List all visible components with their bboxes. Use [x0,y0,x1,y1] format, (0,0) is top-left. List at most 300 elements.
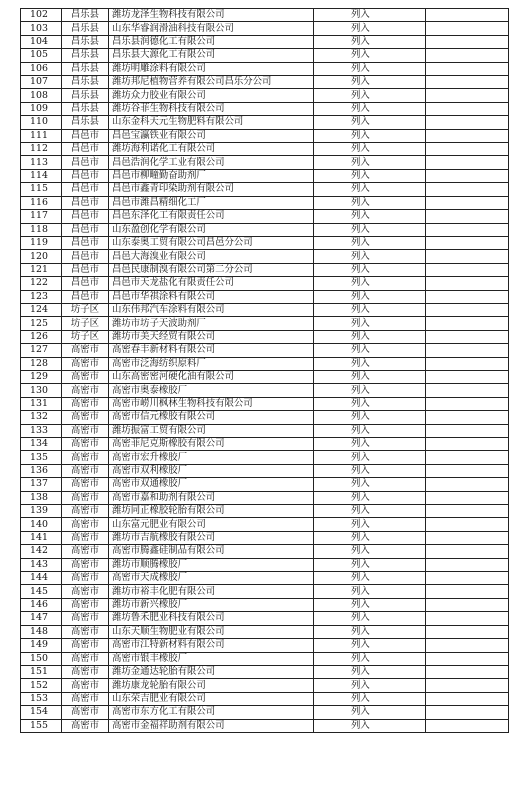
status-cell: 列入 [314,263,426,276]
note-cell [426,102,509,115]
row-number-cell: 107 [21,76,62,89]
county-cell: 高密市 [62,491,109,504]
company-name-cell: 潍坊鲁禾肥业科技有限公司 [109,612,314,625]
status-cell: 列入 [314,210,426,223]
county-cell: 高密市 [62,612,109,625]
status-cell: 列入 [314,317,426,330]
table-row [21,438,509,451]
county-cell: 昌乐县 [62,62,109,75]
company-name-cell: 高密菲尼克斯橡胶有限公司 [109,438,314,451]
table-row [21,652,509,665]
note-cell [426,719,509,732]
row-number-cell: 115 [21,183,62,196]
company-name-cell: 高密市天成橡胶厂 [109,572,314,585]
table-row [21,89,509,102]
status-cell: 列入 [314,505,426,518]
company-name-cell: 潍坊众力胶业有限公司 [109,89,314,102]
note-cell [426,76,509,89]
company-name-cell: 潍坊同正橡胶轮胎有限公司 [109,505,314,518]
row-number-cell: 144 [21,572,62,585]
status-cell: 列入 [314,665,426,678]
table-row [21,692,509,705]
status-cell: 列入 [314,183,426,196]
note-cell [426,317,509,330]
row-number-cell: 114 [21,169,62,182]
county-cell: 坊子区 [62,317,109,330]
county-cell: 高密市 [62,478,109,491]
row-number-cell: 122 [21,277,62,290]
row-number-cell: 104 [21,35,62,48]
note-cell [426,424,509,437]
company-name-cell: 昌邑宝瀛铁业有限公司 [109,129,314,142]
company-name-cell: 高密市双通橡胶厂 [109,478,314,491]
county-cell: 高密市 [62,639,109,652]
county-cell: 高密市 [62,344,109,357]
company-name-cell: 潍坊市坊子天波助剂厂 [109,317,314,330]
note-cell [426,438,509,451]
table-row [21,706,509,719]
note-cell [426,491,509,504]
row-number-cell: 109 [21,102,62,115]
county-cell: 坊子区 [62,330,109,343]
county-cell: 昌邑市 [62,129,109,142]
note-cell [426,290,509,303]
note-cell [426,89,509,102]
status-cell: 列入 [314,102,426,115]
row-number-cell: 152 [21,679,62,692]
company-name-cell: 高密市奥泰橡胶厂 [109,384,314,397]
county-cell: 昌乐县 [62,49,109,62]
table-row [21,263,509,276]
status-cell: 列入 [314,706,426,719]
county-cell: 昌乐县 [62,116,109,129]
status-cell: 列入 [314,116,426,129]
status-cell: 列入 [314,692,426,705]
county-cell: 昌乐县 [62,9,109,22]
status-cell: 列入 [314,679,426,692]
note-cell [426,370,509,383]
county-cell: 高密市 [62,451,109,464]
note-cell [426,9,509,22]
county-cell: 高密市 [62,424,109,437]
county-cell: 昌邑市 [62,196,109,209]
table-row [21,116,509,129]
table-row [21,210,509,223]
note-cell [426,598,509,611]
note-cell [426,585,509,598]
status-cell: 列入 [314,250,426,263]
note-cell [426,478,509,491]
note-cell [426,545,509,558]
status-cell: 列入 [314,397,426,410]
note-cell [426,344,509,357]
company-name-cell: 高密市双利橡胶厂 [109,464,314,477]
status-cell: 列入 [314,236,426,249]
note-cell [426,143,509,156]
enterprise-list-table [20,8,509,733]
table-row [21,397,509,410]
row-number-cell: 130 [21,384,62,397]
note-cell [426,612,509,625]
company-name-cell: 昌邑市鑫青印染助剂有限公司 [109,183,314,196]
note-cell [426,49,509,62]
note-cell [426,505,509,518]
table-row [21,236,509,249]
row-number-cell: 113 [21,156,62,169]
company-name-cell: 潍坊康龙轮胎有限公司 [109,679,314,692]
status-cell: 列入 [314,303,426,316]
county-cell: 高密市 [62,679,109,692]
note-cell [426,263,509,276]
table-row [21,143,509,156]
company-name-cell: 山东盈创化学有限公司 [109,223,314,236]
company-name-cell: 潍坊市美天经贸有限公司 [109,330,314,343]
county-cell: 昌邑市 [62,290,109,303]
company-name-cell: 昌邑东泽化工有限责任公司 [109,210,314,223]
note-cell [426,558,509,571]
row-number-cell: 140 [21,518,62,531]
status-cell: 列入 [314,598,426,611]
company-name-cell: 潍坊市顺腾橡胶厂 [109,558,314,571]
company-name-cell: 高密市腾鑫硅制品有限公司 [109,545,314,558]
company-name-cell: 昌邑大海溴业有限公司 [109,250,314,263]
company-name-cell: 潍坊振富工贸有限公司 [109,424,314,437]
status-cell: 列入 [314,652,426,665]
row-number-cell: 117 [21,210,62,223]
row-number-cell: 106 [21,62,62,75]
company-name-cell: 高密春丰新材料有限公司 [109,344,314,357]
row-number-cell: 150 [21,652,62,665]
status-cell: 列入 [314,156,426,169]
county-cell: 昌邑市 [62,210,109,223]
enterprise-list-body [21,9,509,733]
note-cell [426,210,509,223]
note-cell [426,652,509,665]
table-row [21,330,509,343]
status-cell: 列入 [314,223,426,236]
county-cell: 高密市 [62,585,109,598]
status-cell: 列入 [314,9,426,22]
table-row [21,531,509,544]
status-cell: 列入 [314,572,426,585]
county-cell: 高密市 [62,692,109,705]
county-cell: 高密市 [62,505,109,518]
status-cell: 列入 [314,451,426,464]
note-cell [426,330,509,343]
county-cell: 高密市 [62,545,109,558]
county-cell: 高密市 [62,652,109,665]
table-row [21,451,509,464]
status-cell: 列入 [314,491,426,504]
county-cell: 高密市 [62,665,109,678]
row-number-cell: 146 [21,598,62,611]
table-row [21,290,509,303]
status-cell: 列入 [314,129,426,142]
company-name-cell: 潍坊谷菲生物科技有限公司 [109,102,314,115]
company-name-cell: 山东金科天元生物肥料有限公司 [109,116,314,129]
company-name-cell: 山东华睿润滑油科技有限公司 [109,22,314,35]
table-row [21,102,509,115]
note-cell [426,706,509,719]
status-cell: 列入 [314,612,426,625]
status-cell: 列入 [314,143,426,156]
status-cell: 列入 [314,625,426,638]
table-row [21,22,509,35]
row-number-cell: 139 [21,505,62,518]
table-row [21,545,509,558]
table-row [21,156,509,169]
company-name-cell: 高密市泛海纺织原料厂 [109,357,314,370]
note-cell [426,62,509,75]
table-row [21,411,509,424]
county-cell: 昌乐县 [62,76,109,89]
table-row [21,357,509,370]
note-cell [426,183,509,196]
table-row [21,572,509,585]
county-cell: 高密市 [62,531,109,544]
county-cell: 坊子区 [62,303,109,316]
row-number-cell: 151 [21,665,62,678]
company-name-cell: 高密市崂川枫林生物科技有限公司 [109,397,314,410]
status-cell: 列入 [314,290,426,303]
row-number-cell: 121 [21,263,62,276]
note-cell [426,384,509,397]
note-cell [426,692,509,705]
row-number-cell: 124 [21,303,62,316]
county-cell: 高密市 [62,438,109,451]
table-row [21,585,509,598]
table-row [21,464,509,477]
table-row [21,370,509,383]
company-name-cell: 昌邑市潍昌精细化工厂 [109,196,314,209]
table-row [21,478,509,491]
company-name-cell: 潍坊市吉航橡胶有限公司 [109,531,314,544]
status-cell: 列入 [314,35,426,48]
county-cell: 高密市 [62,625,109,638]
note-cell [426,236,509,249]
company-name-cell: 昌邑浩润化学工业有限公司 [109,156,314,169]
row-number-cell: 136 [21,464,62,477]
county-cell: 昌邑市 [62,236,109,249]
row-number-cell: 105 [21,49,62,62]
row-number-cell: 110 [21,116,62,129]
row-number-cell: 127 [21,344,62,357]
county-cell: 高密市 [62,357,109,370]
status-cell: 列入 [314,357,426,370]
status-cell: 列入 [314,585,426,598]
company-name-cell: 潍坊邦尼植物营养有限公司昌乐分公司 [109,76,314,89]
company-name-cell: 高密市金福祥助剂有限公司 [109,719,314,732]
table-row [21,719,509,732]
table-row [21,612,509,625]
note-cell [426,625,509,638]
row-number-cell: 118 [21,223,62,236]
company-name-cell: 昌邑市柳疃勤奋助剂厂 [109,169,314,182]
company-name-cell: 潍坊市裕丰化肥有限公司 [109,585,314,598]
status-cell: 列入 [314,370,426,383]
row-number-cell: 149 [21,639,62,652]
county-cell: 昌邑市 [62,263,109,276]
table-row [21,639,509,652]
table-row [21,129,509,142]
row-number-cell: 103 [21,22,62,35]
note-cell [426,277,509,290]
status-cell: 列入 [314,478,426,491]
company-name-cell: 潍坊龙泽生物科技有限公司 [109,9,314,22]
row-number-cell: 108 [21,89,62,102]
status-cell: 列入 [314,531,426,544]
table-row [21,49,509,62]
company-name-cell: 高密市嘉和助剂有限公司 [109,491,314,504]
company-name-cell: 潍坊明雕涂料有限公司 [109,62,314,75]
row-number-cell: 131 [21,397,62,410]
county-cell: 高密市 [62,384,109,397]
note-cell [426,116,509,129]
county-cell: 昌乐县 [62,22,109,35]
county-cell: 昌邑市 [62,223,109,236]
county-cell: 昌邑市 [62,183,109,196]
note-cell [426,129,509,142]
note-cell [426,639,509,652]
status-cell: 列入 [314,558,426,571]
note-cell [426,250,509,263]
county-cell: 高密市 [62,411,109,424]
row-number-cell: 132 [21,411,62,424]
company-name-cell: 昌邑市天龙盐化有限责任公司 [109,277,314,290]
company-name-cell: 潍坊金通达轮胎有限公司 [109,665,314,678]
note-cell [426,411,509,424]
row-number-cell: 135 [21,451,62,464]
row-number-cell: 102 [21,9,62,22]
company-name-cell: 昌邑民康制溴有限公司第二分公司 [109,263,314,276]
county-cell: 昌乐县 [62,35,109,48]
table-row [21,317,509,330]
status-cell: 列入 [314,196,426,209]
status-cell: 列入 [314,424,426,437]
county-cell: 高密市 [62,397,109,410]
county-cell: 昌邑市 [62,250,109,263]
note-cell [426,679,509,692]
note-cell [426,196,509,209]
table-row [21,384,509,397]
status-cell: 列入 [314,277,426,290]
note-cell [426,531,509,544]
row-number-cell: 128 [21,357,62,370]
note-cell [426,22,509,35]
note-cell [426,156,509,169]
company-name-cell: 昌邑市华祺涂料有限公司 [109,290,314,303]
county-cell: 昌乐县 [62,89,109,102]
row-number-cell: 148 [21,625,62,638]
status-cell: 列入 [314,330,426,343]
county-cell: 昌邑市 [62,156,109,169]
company-name-cell: 高密市东方化工有限公司 [109,706,314,719]
note-cell [426,397,509,410]
row-number-cell: 111 [21,129,62,142]
status-cell: 列入 [314,49,426,62]
note-cell [426,451,509,464]
company-name-cell: 高密市银丰橡胶厂 [109,652,314,665]
county-cell: 高密市 [62,719,109,732]
county-cell: 高密市 [62,572,109,585]
status-cell: 列入 [314,411,426,424]
county-cell: 高密市 [62,464,109,477]
status-cell: 列入 [314,719,426,732]
row-number-cell: 142 [21,545,62,558]
note-cell [426,169,509,182]
company-name-cell: 潍坊海利诺化工有限公司 [109,143,314,156]
status-cell: 列入 [314,545,426,558]
company-name-cell: 山东富元肥业有限公司 [109,518,314,531]
row-number-cell: 133 [21,424,62,437]
table-row [21,196,509,209]
table-row [21,424,509,437]
note-cell [426,518,509,531]
status-cell: 列入 [314,89,426,102]
company-name-cell: 昌乐县大源化工有限公司 [109,49,314,62]
table-row [21,62,509,75]
company-name-cell: 山东荣吉肥业有限公司 [109,692,314,705]
row-number-cell: 143 [21,558,62,571]
note-cell [426,464,509,477]
row-number-cell: 138 [21,491,62,504]
row-number-cell: 137 [21,478,62,491]
status-cell: 列入 [314,438,426,451]
row-number-cell: 119 [21,236,62,249]
table-row [21,344,509,357]
county-cell: 昌邑市 [62,169,109,182]
note-cell [426,665,509,678]
status-cell: 列入 [314,22,426,35]
note-cell [426,303,509,316]
county-cell: 昌邑市 [62,143,109,156]
status-cell: 列入 [314,62,426,75]
status-cell: 列入 [314,169,426,182]
county-cell: 高密市 [62,518,109,531]
company-name-cell: 山东高密密河硬化油有限公司 [109,370,314,383]
row-number-cell: 145 [21,585,62,598]
status-cell: 列入 [314,639,426,652]
row-number-cell: 134 [21,438,62,451]
table-row [21,665,509,678]
status-cell: 列入 [314,518,426,531]
table-row [21,518,509,531]
company-name-cell: 高密市江特新材料有限公司 [109,639,314,652]
table-row [21,598,509,611]
row-number-cell: 147 [21,612,62,625]
note-cell [426,223,509,236]
company-name-cell: 高密市宏升橡胶厂 [109,451,314,464]
county-cell: 高密市 [62,598,109,611]
row-number-cell: 154 [21,706,62,719]
row-number-cell: 126 [21,330,62,343]
status-cell: 列入 [314,344,426,357]
table-row [21,250,509,263]
county-cell: 高密市 [62,558,109,571]
county-cell: 昌乐县 [62,102,109,115]
company-name-cell: 昌乐县润德化工有限公司 [109,35,314,48]
company-name-cell: 山东泰奥工贸有限公司昌邑分公司 [109,236,314,249]
table-row [21,303,509,316]
table-row [21,625,509,638]
status-cell: 列入 [314,464,426,477]
row-number-cell: 120 [21,250,62,263]
table-row [21,277,509,290]
county-cell: 高密市 [62,370,109,383]
table-row [21,169,509,182]
company-name-cell: 高密市信元橡胶有限公司 [109,411,314,424]
note-cell [426,572,509,585]
